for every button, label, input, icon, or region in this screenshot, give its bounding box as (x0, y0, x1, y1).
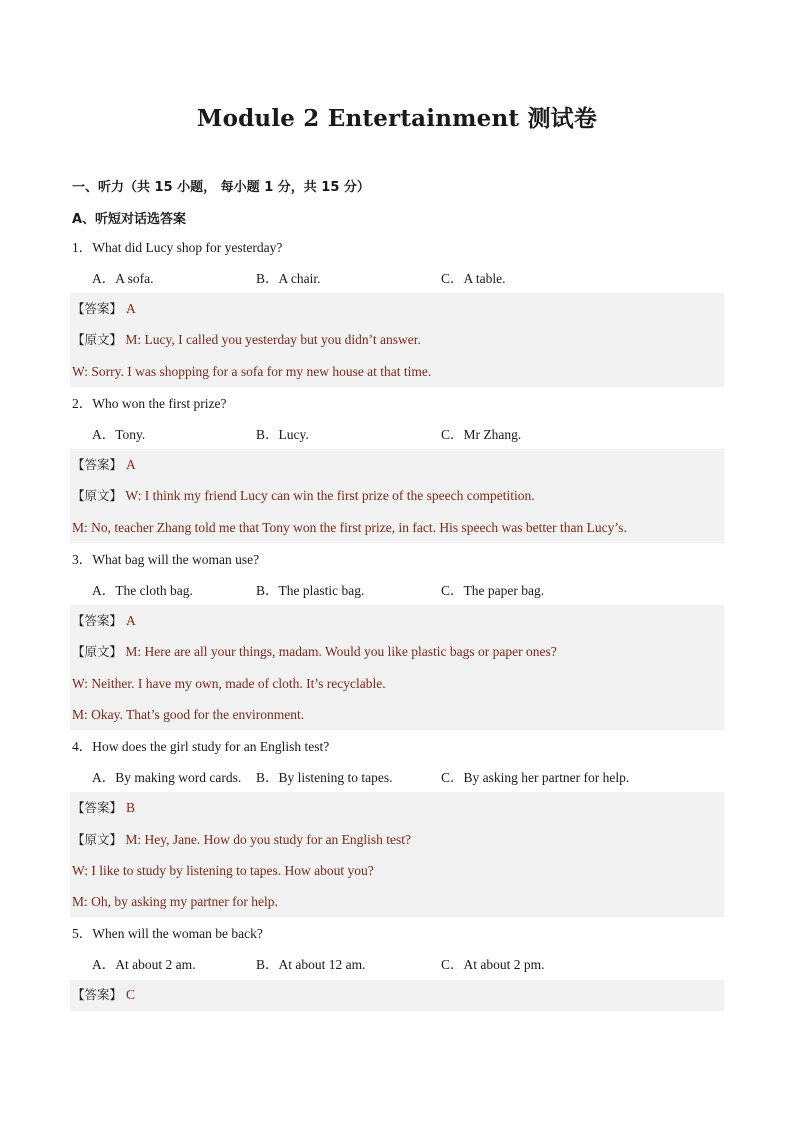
question-2: 2．Who won the first prize? (72, 396, 227, 411)
q3-option-b: B．The plastic bag. (256, 583, 365, 598)
q1-option-a: A．A sofa. (92, 271, 154, 286)
part-heading: A、听短对话选答案 (72, 212, 187, 227)
section-heading: 一、听力（共 15 小题， 每小题 1 分，共 15 分） (72, 180, 370, 195)
q1-answer (72, 299, 136, 319)
q5-option-a: A．At about 2 am. (92, 957, 196, 972)
transcript-tag: 【原文】 (72, 644, 123, 659)
q3-transcript-1 (72, 642, 557, 662)
q1-answer-value: A (126, 301, 136, 316)
question-1: 1．What did Lucy shop for yesterday? (72, 240, 283, 255)
q5-option-b: B．At about 12 am. (256, 957, 366, 972)
q3-option-a: A．The cloth bag. (92, 583, 193, 598)
answer-tag: 【答案】 (72, 613, 123, 628)
q2-line-1: W: I think my friend Lucy can win the first prize of the speech competition. (125, 488, 535, 503)
q2-line-2: M: No, teacher Zhang told me that Tony won the first prize, in fact. His speech was better than Lucy’s. (72, 520, 627, 535)
q1-line-1: M: Lucy, I called you yesterday but you didn’t answer. (125, 332, 421, 347)
q4-option-b: B．By listening to tapes. (256, 770, 393, 785)
q3-line-1: M: Here are all your things, madam. Would you like plastic bags or paper ones? (125, 644, 557, 659)
q3-answer (72, 611, 136, 631)
question-4: 4．How does the girl study for an English test? (72, 739, 330, 754)
q2-answer-value: A (126, 457, 136, 472)
q1-option-b: B．A chair. (256, 271, 321, 286)
transcript-tag: 【原文】 (72, 332, 123, 347)
q4-option-c: C．By asking her partner for help. (441, 770, 630, 785)
q2-option-a: A．Tony. (92, 427, 146, 442)
q3-answer-value: A (126, 613, 136, 628)
q2-transcript-1 (72, 486, 535, 506)
q1-line-2: W: Sorry. I was shopping for a sofa for my new house at that time. (72, 364, 432, 379)
q5-answer-block (70, 980, 724, 1011)
answer-tag: 【答案】 (72, 800, 123, 815)
transcript-tag: 【原文】 (72, 832, 123, 847)
answer-tag: 【答案】 (72, 457, 123, 472)
q2-answer (72, 455, 136, 475)
answer-tag: 【答案】 (72, 301, 123, 316)
q2-option-c: C．Mr Zhang. (441, 427, 522, 442)
q2-option-b: B．Lucy. (256, 427, 309, 442)
q4-line-1: M: Hey, Jane. How do you study for an English test? (125, 832, 411, 847)
q4-transcript-1 (72, 830, 411, 850)
q4-answer-value: B (126, 800, 136, 815)
q5-answer-value: C (126, 987, 136, 1002)
q3-line-3: M: Okay. That’s good for the environment. (72, 707, 305, 722)
page-title: Module 2 Entertainment 测试卷 (196, 105, 598, 132)
question-3: 3．What bag will the woman use? (72, 552, 260, 567)
q1-option-c: C．A table. (441, 271, 506, 286)
q5-option-c: C．At about 2 pm. (441, 957, 545, 972)
q4-line-3: M: Oh, by asking my partner for help. (72, 894, 278, 909)
question-5: 5．When will the woman be back? (72, 926, 263, 941)
q3-option-c: C．The paper bag. (441, 583, 545, 598)
q1-transcript-1 (72, 330, 421, 350)
q4-line-2: W: I like to study by listening to tapes. How about you? (72, 863, 374, 878)
answer-tag: 【答案】 (72, 987, 123, 1002)
q5-answer (72, 985, 135, 1005)
q3-line-2: W: Neither. I have my own, made of cloth. It’s recyclable. (72, 676, 386, 691)
transcript-tag: 【原文】 (72, 488, 123, 503)
q4-option-a: A．By making word cards. (92, 770, 242, 785)
q4-answer (72, 798, 135, 818)
